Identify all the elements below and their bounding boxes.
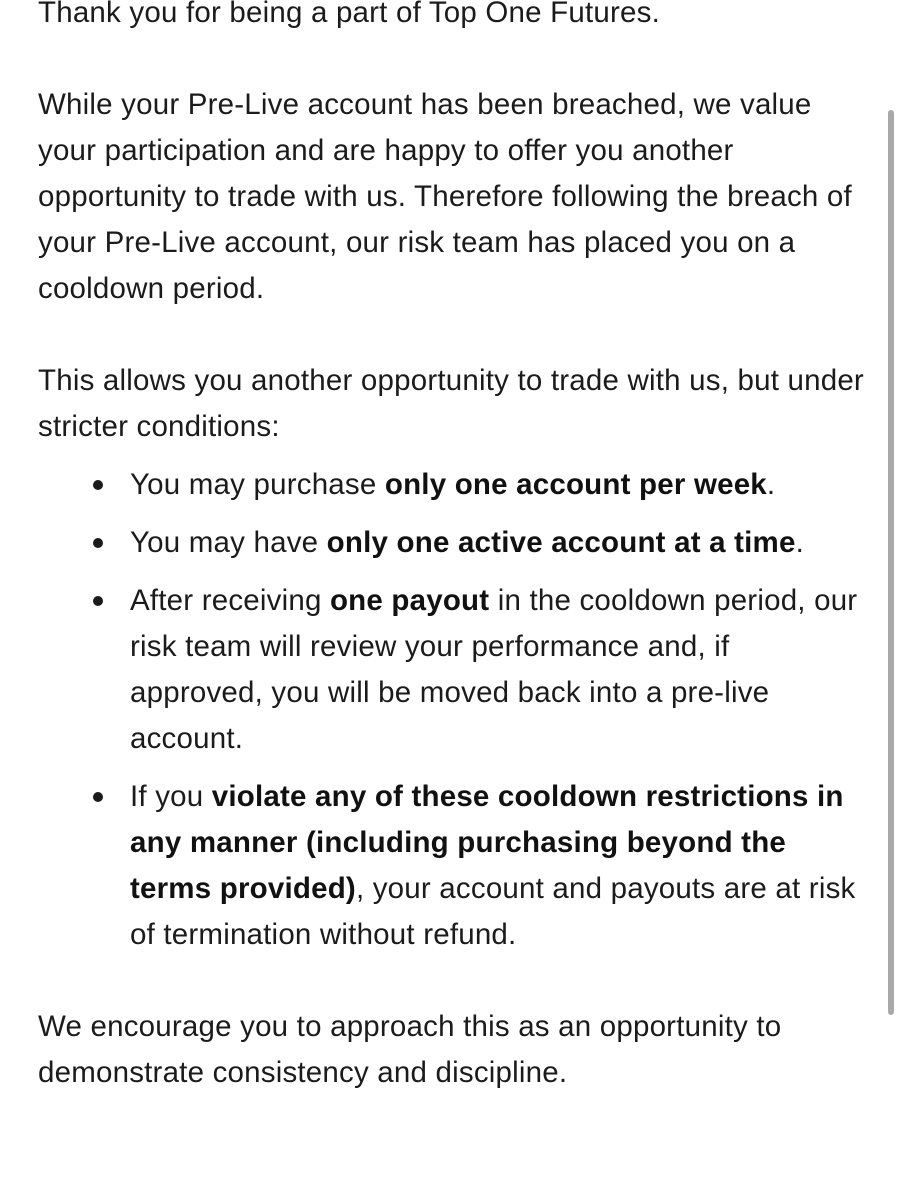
cooldown-rules-list <box>38 462 868 958</box>
breach-paragraph: While your Pre-Live account has been breached, we value your participation and are happy to offer you another opportunity to trade with us. Therefore following the breach of your Pre-Live account, our risk team has placed you on a cooldown period. <box>38 88 852 305</box>
list-item: You may have only one active account at a time. <box>130 520 868 566</box>
list-item: You may purchase only one account per week. <box>130 462 868 508</box>
list-item: After receiving one payout in the cooldown period, our risk team will review your performance and, if approved, you will be moved back into a pre-live account. <box>130 578 868 762</box>
intro-paragraph: Thank you for being a part of Top One Futures. <box>38 0 660 29</box>
list-item: If you violate any of these cooldown restrictions in any manner (including purchasing beyond the terms provided), your account and payouts are at risk of termination without refund. <box>130 774 868 958</box>
bullet-icon <box>93 596 103 606</box>
closing-paragraph: We encourage you to approach this as an opportunity to demonstrate consistency and discipline. <box>38 1010 782 1089</box>
email-body <box>38 0 868 1142</box>
bullet-icon <box>93 792 103 802</box>
bullet-icon <box>93 480 103 490</box>
vertical-scrollbar[interactable] <box>888 110 894 1015</box>
conditions-intro: This allows you another opportunity to trade with us, but under stricter conditions: <box>38 364 864 443</box>
bullet-icon <box>93 538 103 548</box>
